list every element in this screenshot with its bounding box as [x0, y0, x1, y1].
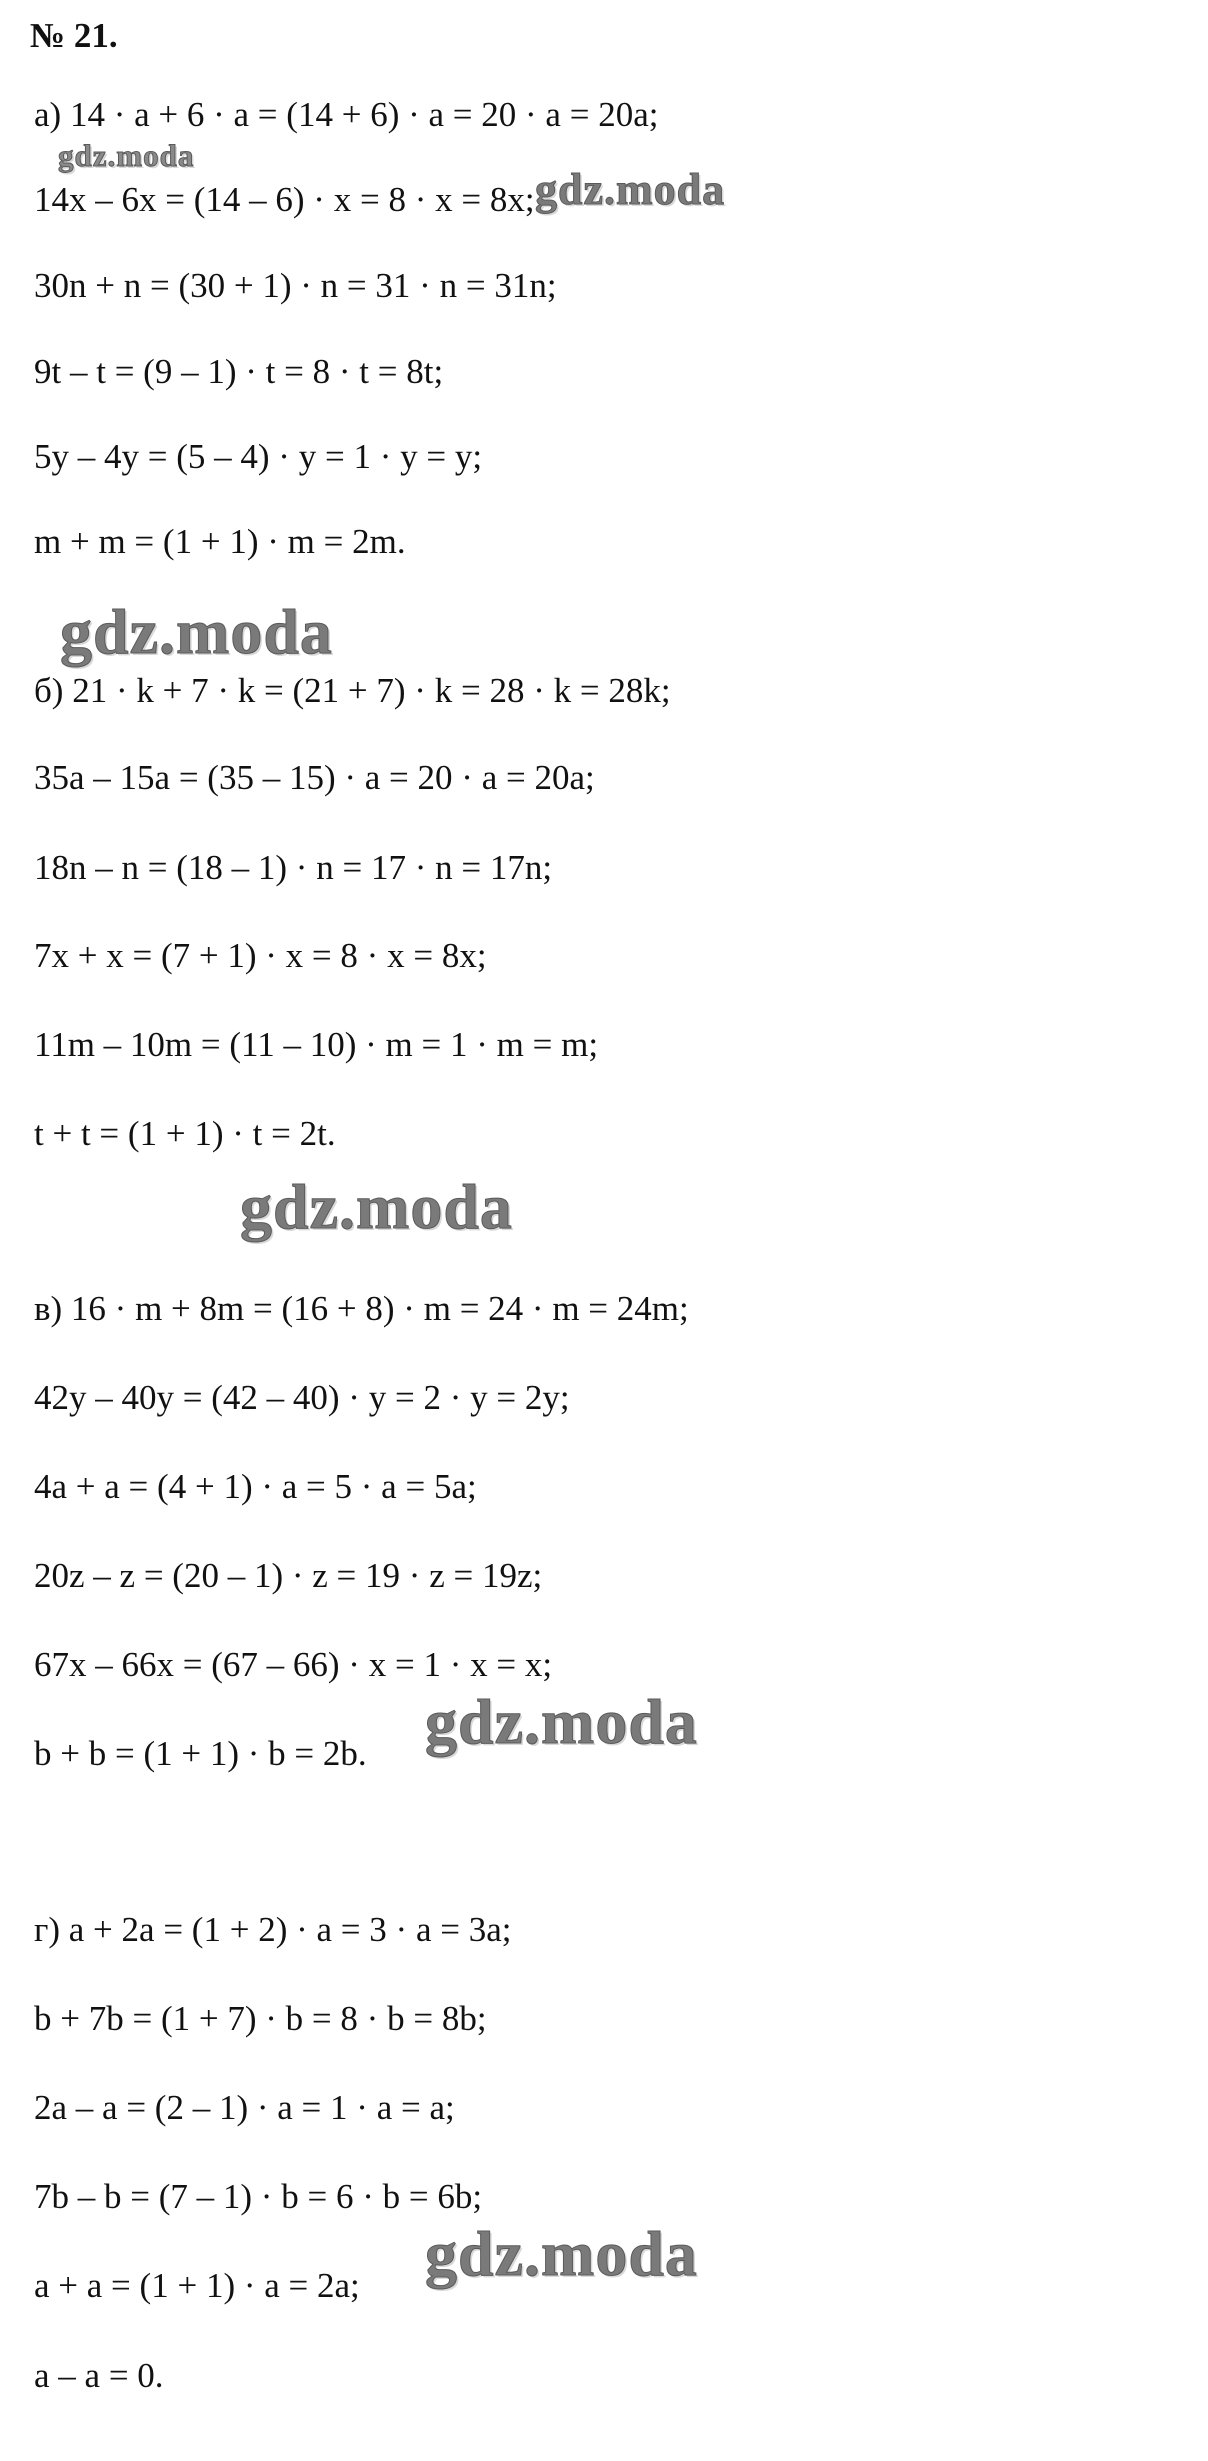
equation-line: a + a = (1 + 1) · a = 2a; — [34, 2266, 360, 2305]
equation-line: 14x – 6x = (14 – 6) · x = 8 · x = 8x; — [34, 180, 535, 219]
equation-line: 42y – 40y = (42 – 40) · y = 2 · y = 2y; — [34, 1378, 570, 1417]
equation-line: 5y – 4y = (5 – 4) · y = 1 · y = y; — [34, 437, 483, 476]
watermark: gdz.moda — [425, 2218, 698, 2289]
equation-line: г) a + 2a = (1 + 2) · a = 3 · a = 3a; — [34, 1910, 512, 1949]
equation-line: a – a = 0. — [34, 2356, 164, 2395]
equation-line: б) 21 · k + 7 · k = (21 + 7) · k = 28 · k = 28k; — [34, 671, 671, 710]
watermark: gdz.moda — [58, 138, 195, 173]
equation-line: в) 16 · m + 8m = (16 + 8) · m = 24 · m = 24m; — [34, 1289, 689, 1328]
equation-line: 18n – n = (18 – 1) · n = 17 · n = 17n; — [34, 848, 553, 887]
equation-line: 30n + n = (30 + 1) · n = 31 · n = 31n; — [34, 266, 557, 305]
equation-line: 4a + a = (4 + 1) · a = 5 · a = 5a; — [34, 1467, 477, 1506]
watermark: gdz.moda — [60, 596, 333, 667]
equation-line: 67x – 66x = (67 – 66) · x = 1 · x = x; — [34, 1645, 553, 1684]
equation-line: 11m – 10m = (11 – 10) · m = 1 · m = m; — [34, 1025, 599, 1064]
equation-line: 20z – z = (20 – 1) · z = 19 · z = 19z; — [34, 1556, 543, 1595]
equation-line: t + t = (1 + 1) · t = 2t. — [34, 1114, 336, 1153]
watermark: gdz.moda — [425, 1686, 698, 1757]
equation-line: 2a – a = (2 – 1) · a = 1 · a = a; — [34, 2088, 455, 2127]
watermark: gdz.moda — [240, 1171, 513, 1242]
equation-line: 7x + x = (7 + 1) · x = 8 · x = 8x; — [34, 936, 487, 975]
equation-line: b + b = (1 + 1) · b = 2b. — [34, 1734, 367, 1773]
equation-line: 9t – t = (9 – 1) · t = 8 · t = 8t; — [34, 352, 444, 391]
equation-line: 7b – b = (7 – 1) · b = 6 · b = 6b; — [34, 2177, 483, 2216]
problem-number: № 21. — [30, 16, 118, 55]
equation-line: 35a – 15a = (35 – 15) · a = 20 · a = 20a; — [34, 758, 595, 797]
equation-line: b + 7b = (1 + 7) · b = 8 · b = 8b; — [34, 1999, 487, 2038]
watermark: gdz.moda — [535, 165, 726, 214]
equation-line: m + m = (1 + 1) · m = 2m. — [34, 522, 406, 561]
equation-line: а) 14 · a + 6 · a = (14 + 6) · a = 20 · a = 20a; — [34, 95, 659, 134]
